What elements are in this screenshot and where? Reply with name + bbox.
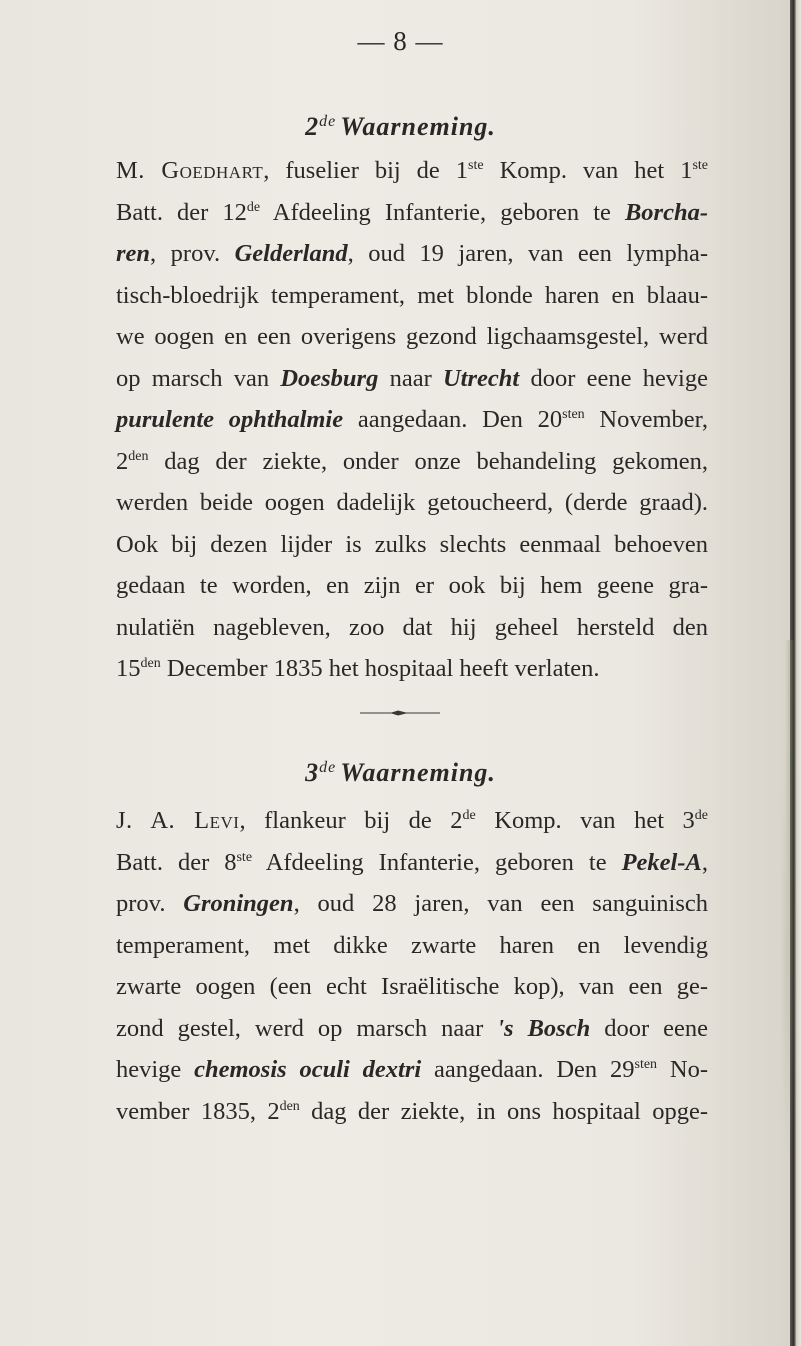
superscript: den [128,448,149,464]
text-line: gedaan te worden, en zijn er ook bij hem geene gra- [116,572,708,599]
text-line [116,150,708,192]
text-line: nulatiën nagebleven, zoo dat hij geheel hersteld den [116,613,708,641]
text-span: Batt. der 12 [116,198,247,226]
text-line [116,842,708,884]
text-span: Afdeeling Infanterie, geboren te [260,198,625,226]
text-span: door eene hevige [519,364,708,392]
text-line [116,358,708,400]
heading-ordinal: 3 [305,758,320,787]
text-span: Komp. van het 1 [483,157,693,184]
province: Gelderland [234,240,348,267]
origin-town: Doesburg [280,364,379,392]
text-span: 2 [116,447,129,475]
province: Groningen [183,890,294,917]
section-divider-ornament [360,710,440,716]
text-line [116,192,708,234]
text-span: , oud 19 jaren, van een lympha- [347,240,709,267]
text-span: , prov. [150,240,235,267]
text-line [116,1091,708,1133]
text-span: Afdeeling Infanterie, geboren te [252,848,622,876]
text-span: , fuselier bij de 1 [263,157,469,184]
superscript: den [279,1098,300,1114]
heading-ordinal-suffix: de [319,759,337,776]
text-line [116,1008,708,1050]
text-span: door eene [590,1014,708,1042]
diagnosis: purulente ophthalmie [116,406,344,433]
text-span: aangedaan. Den 29 [421,1056,635,1083]
destination-town: 's Bosch [497,1014,591,1042]
observation-3-text [116,800,708,1132]
text-span: dag der ziekte, in ons hospitaal opge- [299,1097,708,1125]
text-span: , [701,848,708,876]
text-span: Batt. der 8 [116,848,237,876]
text-line [116,233,708,275]
text-span: 15 [116,655,141,682]
text-span: aangedaan. Den 20 [343,406,563,433]
text-line [116,399,708,441]
text-span: December 1835 het hospitaal heeft verlaten. [160,655,600,682]
heading-title: Waarneming. [340,112,496,141]
patient-name: M. Goedhart [116,157,264,184]
heading-title: Waarneming. [340,758,496,787]
superscript: ste [236,849,253,865]
text-line [116,883,708,925]
text-span: hevige [116,1056,195,1083]
text-line: werden beide oogen dadelijk getoucheerd, (derde graad). [116,489,708,516]
text-line: Ook bij dezen lijder is zulks slechts eenmaal behoeven [116,530,708,558]
text-span: op marsch van [116,364,281,392]
diagnosis: chemosis oculi dextri [194,1056,422,1083]
page-number: — 8 — [357,26,444,56]
superscript: de [246,199,261,215]
text-line [116,800,708,842]
birthplace: Borcha- [624,198,708,226]
text-line: zwarte oogen (een echt Israëlitische kop), van een ge- [116,973,708,1000]
superscript: ste [468,158,484,173]
text-line: tisch-bloedrijk temperament, met blonde haren en blaau- [116,281,708,309]
text-span: dag der ziekte, onder onze behandeling gekomen, [148,447,708,475]
text-span: November, [584,406,708,433]
destination-town: Utrecht [442,364,520,392]
text-span: zond gestel, werd op marsch naar [116,1014,498,1042]
page-edge-stains [781,640,799,1160]
text-line [116,441,708,483]
text-span: No- [657,1056,708,1083]
observation-2-heading [0,112,801,142]
superscript: ste [692,158,709,173]
superscript: de [694,808,708,823]
observation-3-heading [0,758,801,788]
birthplace: Pekel-A [621,848,702,876]
superscript: sten [634,1057,658,1072]
text-span: vember 1835, 2 [116,1097,280,1125]
text-line: temperament, met dikke zwarte haren en levendig [116,931,708,959]
superscript: sten [562,407,585,422]
patient-name: J. A. Levi [116,807,240,834]
birthplace-cont: ren [116,240,151,267]
observation-2-text [116,150,708,690]
text-span: , flankeur bij de 2 [239,807,463,834]
superscript: de [462,808,476,823]
text-span: , oud 28 jaren, van een sanguinisch [293,890,708,917]
heading-ordinal: 2 [305,112,320,141]
text-span: Komp. van het 3 [475,807,695,834]
text-line [116,648,708,690]
text-span: naar [378,364,443,392]
text-line: we oogen en een overigens gezond ligchaamsgestel, werd [116,323,708,350]
superscript: den [140,656,161,671]
text-span: prov. [116,890,184,917]
heading-ordinal-suffix: de [319,113,337,130]
text-line [116,1049,708,1091]
